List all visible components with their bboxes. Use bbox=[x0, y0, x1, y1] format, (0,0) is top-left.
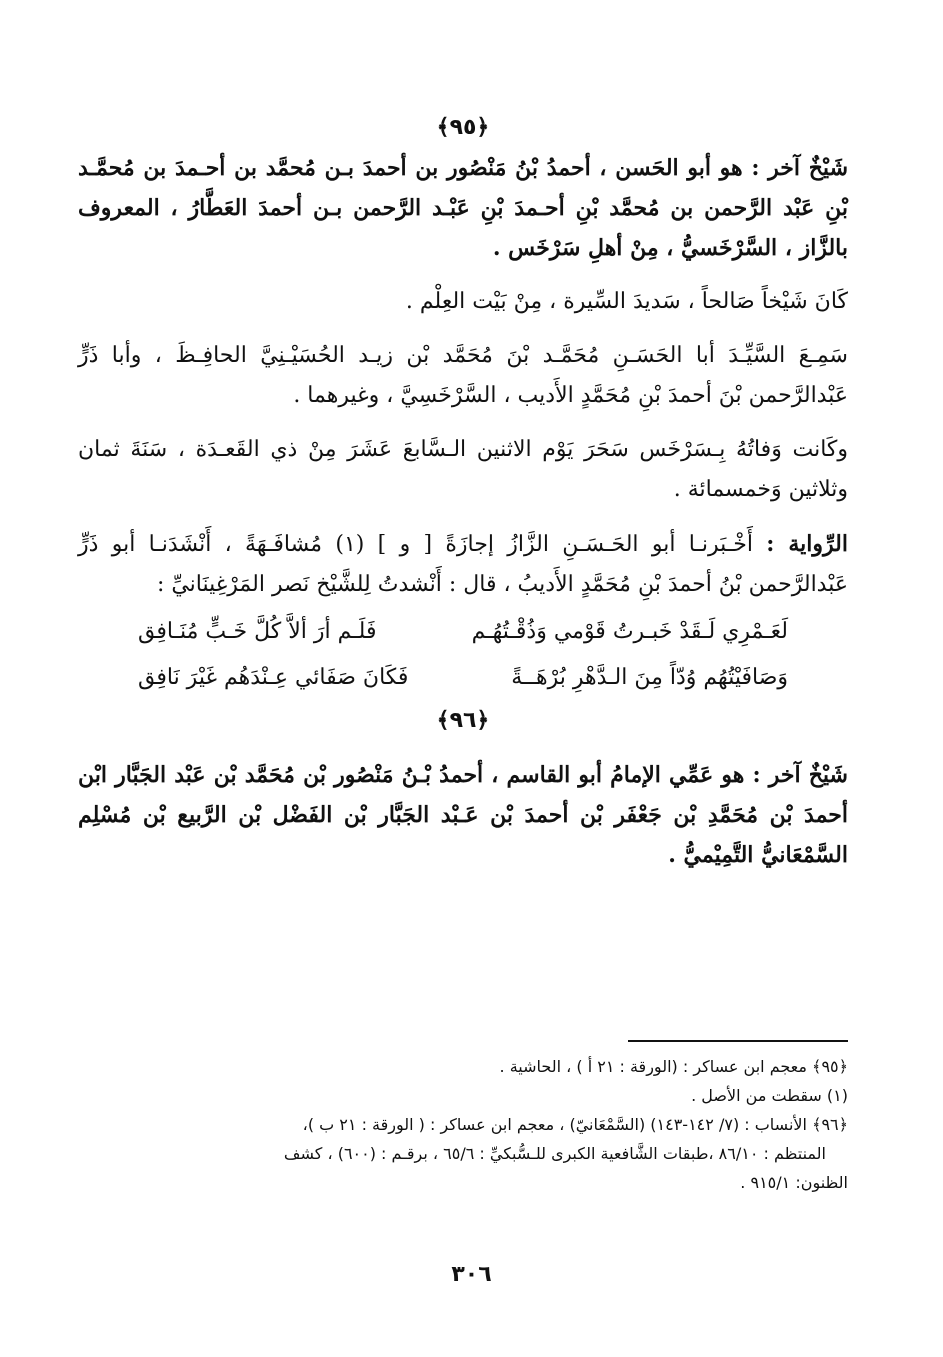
footnote-line: ﴿٩٥﴾ معجم ابن عساكر : (الورقة : ٢١ أ ) ، الحاشية . bbox=[499, 1057, 848, 1076]
main-text bbox=[78, 108, 848, 875]
entry-95-biography: شَيْخٌ آخر : هو أبو الحَسن ، أحمدُ بْنُ مَنْصُور بن أحمدَ بـن مُحمَّد بن أحـمدَ بن مُحمَّـد بْنِ عَبْد الرَّحمن بن مُحمَّد بْنِ أحـمدَ بْنِ عَبْـد الرَّحمن بـن أحمدَ العَطَّارُ ، المعروف بالزَّاز ، السَّرْخَسيُّ ، مِنْ أهلِ سَرْخَس . bbox=[78, 155, 848, 261]
verse-second-hemistich: فَكَانَ صَفَائي عِـنْدَهُم غَيْرَ نَافِق bbox=[138, 665, 409, 690]
poem-verse bbox=[138, 655, 788, 701]
verse-first-hemistich: لَعَـمْرِي لَـقَدْ خَبـرتُ قَوْمي وَذُقْـتُهُـم bbox=[471, 619, 788, 644]
entry-96-biography: شَيْخٌ آخر : هو عَمِّي الإمامُ أبو القاسم ، أحمدُ بْـنُ مَنْصُور بْن مُحَمَّد بْن عَبْد الجَبَّار ابْن أحمدَ بْن مُحَمَّدِ بْن جَعْفَر بْن أحمدَ بْن عَـبْد الجَبَّار بْن الفَضْل بْن الرَّبيع بْن مُسْلِم السَّمْعَانيُّ التَّمِيْميُّ . bbox=[78, 762, 848, 868]
poem-verse bbox=[138, 609, 788, 655]
page-number: ٣٠٦ bbox=[451, 1262, 492, 1287]
riwaya-label: الرِّواية : bbox=[766, 531, 848, 557]
footnote-divider bbox=[628, 1040, 848, 1042]
poem bbox=[138, 609, 788, 701]
footnote-line: المنتظم : ٨٦/١٠ ،طبقات الشَّافعية الكبرى للـسُّبكيِّ : ٦٥/٦ ، برقـم : (٦٠٠) ، كشف bbox=[283, 1144, 826, 1163]
verse-second-hemistich: فَلَـم أرَ ألاَّ كُلَّ خَـبٍّ مُنَـافِق bbox=[138, 619, 377, 644]
footnotes bbox=[78, 1052, 848, 1197]
entry-96-marker: ﴿٩٦﴾ bbox=[436, 708, 490, 733]
entry-95-marker: ﴿٩٥﴾ bbox=[436, 115, 490, 140]
footnote-line: الظنون: ٩١٥/١ . bbox=[740, 1173, 848, 1192]
footnote-line: (١) سقطت من الأصل . bbox=[691, 1086, 848, 1105]
entry-95-riwaya bbox=[78, 524, 848, 605]
verse-first-hemistich: وَصَافَيْتُهُم وُدّاً مِنَ الـدَّهْرِ بُرْهَــةً bbox=[511, 665, 788, 690]
footnote-line: ﴿٩٦﴾ الأنساب : (٧/ ١٤٢-١٤٣) (السَّمْعَانيّ) ، معجم ابن عساكر : ( الورقة : ٢١ ب )، bbox=[302, 1115, 848, 1134]
entry-95-description: كَانَ شَيْخاً صَالحاً ، سَديدَ السِّيرة ، مِنْ بَيْت العِلْم . bbox=[405, 289, 848, 314]
riwaya-text: أَخْـبَرنـا أبو الحَـسَـنِ الزَّازُ إجازَةً [ و ] (١) مُشافَـهَةً ، أَنْشَدَنـا أبو ذَرٍّ عَبْدالرَّحمن بْنُ أحمدَ بْنِ مُحَمَّدٍ الأَديبُ ، قال : أَنْشدتُ لِلشَّيْخ نَصر المَرْغِينَانيِّ : bbox=[78, 532, 848, 597]
entry-95-teachers: سَمِـعَ السَّيِّـدَ أبا الحَسَـنِ مُحَمَّـد بْنَ مُحَمَّد بْن زيـد الحُسَيْـنِيَّ الحافِـظَ ، وأبا ذَرٍّ عَبْدالرَّحمن بْنَ أحمدَ بْنِ مُحَمَّدٍ الأَديب ، السَّرْخَسِيَّ ، وغيرهما . bbox=[78, 343, 848, 408]
entry-95-death: وكَانت وَفاتُهُ بِـسَرْخَس سَحَرَ يَوْم الاثنين الـسَّابعَ عَشَرَ مِنْ ذي القَعـدَة ، سَنَةَ ثمان وثلاثين وَخمسمائة . bbox=[78, 437, 848, 502]
